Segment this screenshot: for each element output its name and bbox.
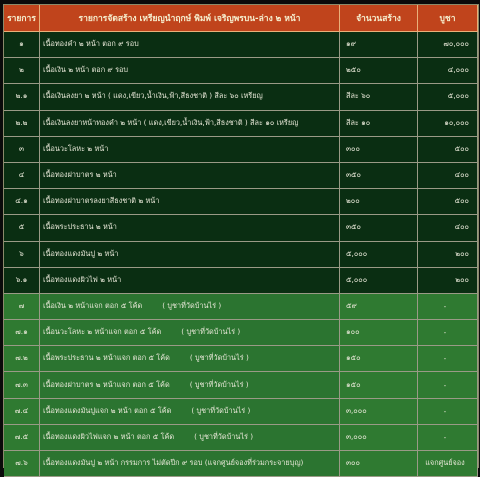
- row-price: ๒๐๐: [418, 268, 478, 294]
- header-index: รายการ: [4, 5, 40, 32]
- row-name: เนื้อเงินลงยา ๒ หน้า ( แดง,เขียว,น้ำเงิน,ฟ้า,สีธงชาติ ) สีละ ๖๐ เหรียญ: [40, 84, 340, 110]
- row-index: ๗: [4, 294, 40, 320]
- row-price: แจกศูนย์จอง: [418, 451, 478, 477]
- row-price: -: [418, 425, 478, 451]
- row-count: ๓๐๐: [340, 137, 418, 163]
- table-row: [4, 425, 478, 451]
- table-row: [4, 294, 478, 320]
- row-index: ๒.๑: [4, 84, 40, 110]
- row-count: ๑๕๐: [340, 372, 418, 398]
- row-name: เนื้อทองฝาบาตรลงยาสีธงชาติ ๒ หน้า: [40, 189, 340, 215]
- row-note: ( บูชาที่วัดบ้านไร่ ): [194, 431, 254, 441]
- row-count: สีละ ๖๐: [340, 84, 418, 110]
- row-name-cell: [40, 425, 340, 451]
- row-count: ๑๕๐: [340, 346, 418, 372]
- row-price: ๔,๐๐๐: [418, 58, 478, 84]
- row-index: ๒.๒: [4, 111, 40, 137]
- row-count: ๕,๐๐๐: [340, 242, 418, 268]
- table-row: [4, 111, 478, 137]
- table-row: [4, 346, 478, 372]
- row-name: เนื้อทองคำ ๒ หน้า ตอก ๙ รอบ: [40, 32, 340, 58]
- row-name: เนื้อทองแดงผิวไฟแจก ๒ หน้า ตอก ๕ โค้ด: [43, 431, 175, 441]
- row-index: ๖.๑: [4, 268, 40, 294]
- row-name-cell: [40, 294, 340, 320]
- row-price: ๔๐๐: [418, 215, 478, 241]
- table-row: [4, 268, 478, 294]
- table-row: [4, 84, 478, 110]
- row-price: ๑๐,๐๐๐: [418, 111, 478, 137]
- row-note: ( บูชาที่วัดบ้านไร่ ): [189, 379, 249, 389]
- table-row: [4, 451, 478, 477]
- table-row: [4, 163, 478, 189]
- row-count: ๓๕๐: [340, 163, 418, 189]
- row-name: เนื้อทองฝาบาตร ๒ หน้าแจก ตอก ๕ โค้ด: [43, 379, 170, 389]
- table-row: [4, 58, 478, 84]
- table-row: [4, 137, 478, 163]
- row-price: -: [418, 320, 478, 346]
- row-index: ๗.๖: [4, 451, 40, 477]
- row-name: เนื้อทองแดงผิวไฟ ๒ หน้า: [40, 268, 340, 294]
- row-price: ๔๐๐: [418, 163, 478, 189]
- row-name: เนื้อพระประธาน ๒ หน้า: [40, 215, 340, 241]
- row-name-cell: [40, 320, 340, 346]
- row-price: -: [418, 399, 478, 425]
- row-name-cell: [40, 372, 340, 398]
- row-count: ๑๐๐: [340, 320, 418, 346]
- header-count: จำนวนสร้าง: [340, 5, 418, 32]
- row-name: เนื้อทองแดงมันปู ๒ หน้า กรรมการ ไม่ตัดปีก ๙ รอบ (แจกศูนย์จองที่ร่วมกระจายบุญ): [40, 451, 340, 477]
- row-name: เนื้อนวะโลหะ ๒ หน้าแจก ตอก ๕ โค้ด: [43, 327, 162, 337]
- row-price: ๕,๐๐๐: [418, 84, 478, 110]
- row-index: ๔.๑: [4, 189, 40, 215]
- row-price: ๗๐,๐๐๐: [418, 32, 478, 58]
- row-name: เนื้อทองแดงมันปูแจก ๒ หน้า ตอก ๕ โค้ด: [43, 405, 172, 415]
- table-row: [4, 32, 478, 58]
- table-row: [4, 215, 478, 241]
- row-price: ๒๐๐: [418, 242, 478, 268]
- row-index: ๗.๑: [4, 320, 40, 346]
- header-name: รายการจัดสร้าง เหรียญนำฤกษ์ พิมพ์ เจริญพรบน-ล่าง ๒ หน้า: [40, 5, 340, 32]
- amulet-price-table: [4, 5, 478, 477]
- row-count: ๓,๐๐๐: [340, 399, 418, 425]
- row-name-cell: [40, 399, 340, 425]
- row-index: ๗.๔: [4, 399, 40, 425]
- row-count: ๓๐๐: [340, 451, 418, 477]
- row-count: ๓๕๐: [340, 215, 418, 241]
- row-index: ๗.๒: [4, 346, 40, 372]
- table-row: [4, 189, 478, 215]
- table-row: [4, 320, 478, 346]
- row-name: เนื้อทองแดงมันปู ๒ หน้า: [40, 242, 340, 268]
- row-note: ( บูชาที่วัดบ้านไร่ ): [162, 300, 222, 310]
- row-index: ๖: [4, 242, 40, 268]
- row-name: เนื้อเงินลงยาหน้าทองคำ ๒ หน้า ( แดง,เขียว,น้ำเงิน,ฟ้า,สีธงชาติ ) สีละ ๑๐ เหรียญ: [40, 111, 340, 137]
- row-count: ๒๕๐: [340, 58, 418, 84]
- row-count: ๒๐๐: [340, 189, 418, 215]
- row-count: ๕,๐๐๐: [340, 268, 418, 294]
- row-price: ๕๐๐: [418, 137, 478, 163]
- row-index: ๓: [4, 137, 40, 163]
- row-price: -: [418, 294, 478, 320]
- row-name: เนื้อเงิน ๒ หน้าแจก ตอก ๕ โค้ด: [43, 300, 143, 310]
- row-note: ( บูชาที่วัดบ้านไร่ ): [191, 405, 251, 415]
- row-name: เนื้อพระประธาน ๒ หน้าแจก ตอก ๕ โค้ด: [43, 353, 170, 363]
- row-note: ( บูชาที่วัดบ้านไร่ ): [189, 353, 249, 363]
- row-index: ๗.๓: [4, 372, 40, 398]
- price-list-frame: [3, 4, 479, 468]
- header-price: บูชา: [418, 5, 478, 32]
- table-row: [4, 399, 478, 425]
- row-index: ๒: [4, 58, 40, 84]
- row-count: ๓,๐๐๐: [340, 425, 418, 451]
- table-header-row: [4, 5, 478, 32]
- row-price: -: [418, 346, 478, 372]
- row-index: ๕: [4, 215, 40, 241]
- row-count: สีละ ๑๐: [340, 111, 418, 137]
- table-row: [4, 372, 478, 398]
- row-price: ๕๐๐: [418, 189, 478, 215]
- row-index: ๗.๕: [4, 425, 40, 451]
- row-index: ๔: [4, 163, 40, 189]
- row-count: ๑๙: [340, 32, 418, 58]
- row-name: เนื้อทองฝาบาตร ๒ หน้า: [40, 163, 340, 189]
- row-index: ๑: [4, 32, 40, 58]
- row-price: -: [418, 372, 478, 398]
- row-note: ( บูชาที่วัดบ้านไร่ ): [181, 327, 241, 337]
- row-name: เนื้อเงิน ๒ หน้า ตอก ๙ รอบ: [40, 58, 340, 84]
- row-name-cell: [40, 346, 340, 372]
- table-row: [4, 242, 478, 268]
- row-count: ๕๙: [340, 294, 418, 320]
- row-name: เนื้อนวะโลหะ ๒ หน้า: [40, 137, 340, 163]
